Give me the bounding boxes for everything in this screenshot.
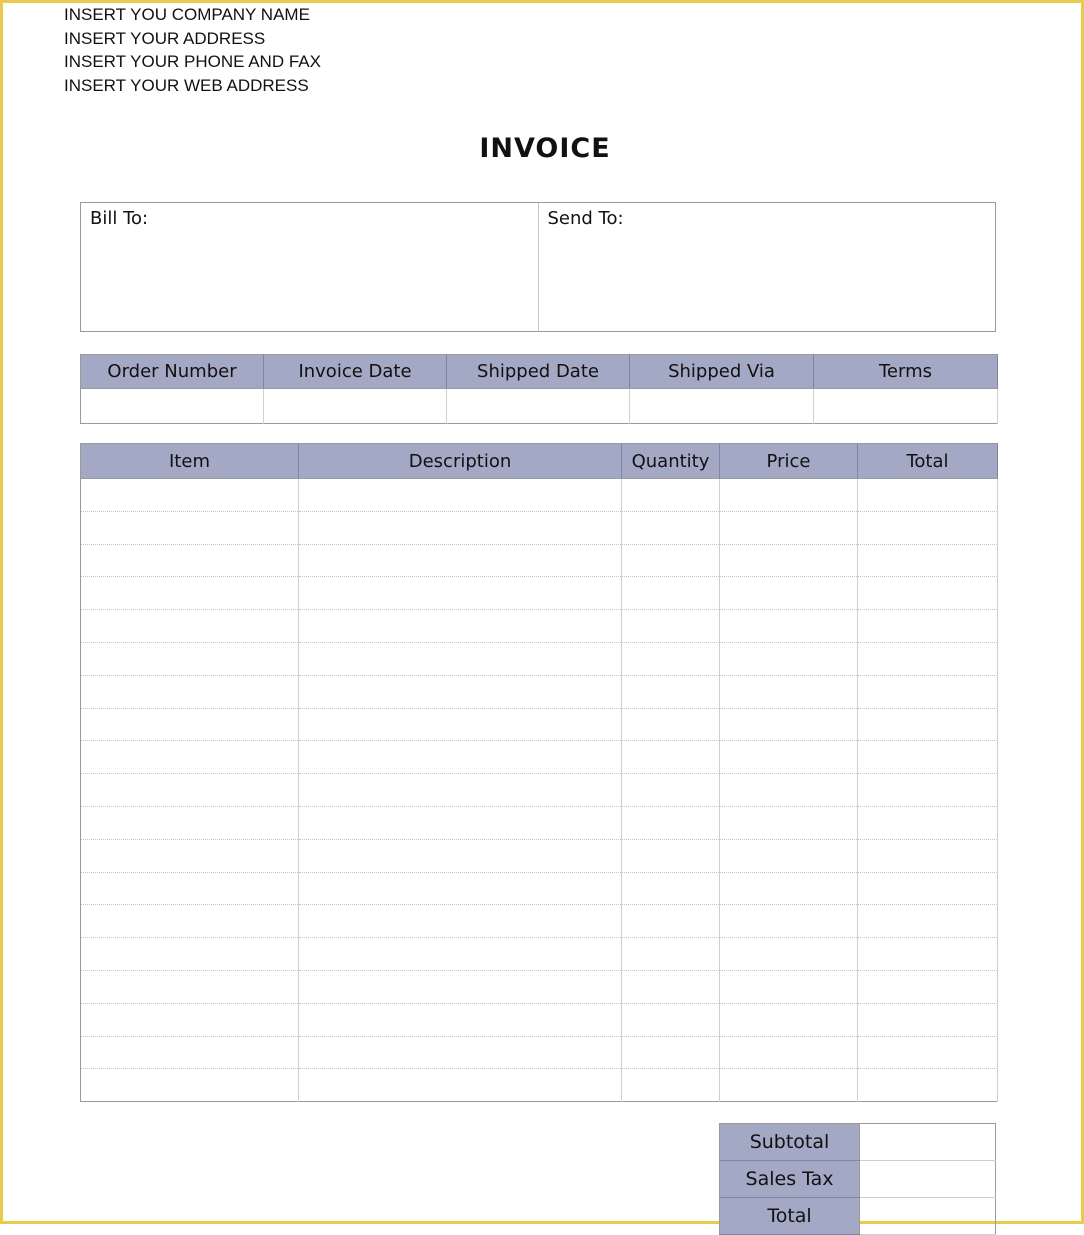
total-cell[interactable]	[858, 1003, 998, 1036]
company-name: INSERT YOU COMPANY NAME	[64, 5, 310, 24]
company-web-address: INSERT YOUR WEB ADDRESS	[64, 75, 309, 95]
item-row	[81, 938, 998, 971]
item-cell[interactable]	[81, 610, 299, 643]
invoice-date-header: Invoice Date	[264, 355, 447, 389]
item-cell[interactable]	[81, 1036, 299, 1069]
order-value-row	[81, 389, 998, 424]
total-cell[interactable]	[858, 675, 998, 708]
item-row	[81, 970, 998, 1003]
item-row	[81, 511, 998, 544]
price-cell[interactable]	[720, 1036, 858, 1069]
item-header: Item	[81, 444, 299, 479]
item-row	[81, 642, 998, 675]
total-cell[interactable]	[858, 511, 998, 544]
description-cell[interactable]	[299, 872, 622, 905]
sales-tax-cell[interactable]	[860, 1161, 996, 1198]
send-to-field[interactable]	[538, 203, 996, 331]
description-cell[interactable]	[299, 479, 622, 512]
description-cell[interactable]	[299, 774, 622, 807]
price-cell[interactable]	[720, 806, 858, 839]
item-row	[81, 806, 998, 839]
quantity-cell[interactable]	[622, 708, 720, 741]
item-row	[81, 1003, 998, 1036]
item-cell[interactable]	[81, 806, 299, 839]
item-cell[interactable]	[81, 675, 299, 708]
total-cell[interactable]	[858, 970, 998, 1003]
description-cell[interactable]	[299, 577, 622, 610]
terms-cell[interactable]	[814, 389, 998, 424]
quantity-cell[interactable]	[622, 675, 720, 708]
order-header-row	[81, 355, 998, 389]
item-row	[81, 741, 998, 774]
bill-to-field[interactable]	[81, 203, 538, 331]
total-cell[interactable]	[858, 479, 998, 512]
total-cell[interactable]	[858, 610, 998, 643]
item-row	[81, 544, 998, 577]
company-phone-fax: INSERT YOUR PHONE AND FAX	[64, 52, 321, 71]
order-info-table	[80, 354, 998, 424]
item-row	[81, 1069, 998, 1102]
item-cell[interactable]	[81, 741, 299, 774]
price-header: Price	[720, 444, 858, 479]
description-cell[interactable]	[299, 1036, 622, 1069]
quantity-cell[interactable]	[622, 741, 720, 774]
sales-tax-row	[720, 1161, 996, 1198]
total-cell[interactable]	[858, 1036, 998, 1069]
price-cell[interactable]	[720, 544, 858, 577]
company-address: INSERT YOUR ADDRESS	[64, 28, 266, 48]
item-cell[interactable]	[81, 511, 299, 544]
quantity-cell[interactable]	[622, 938, 720, 971]
total-cell[interactable]	[858, 544, 998, 577]
quantity-cell[interactable]	[622, 905, 720, 938]
item-row	[81, 479, 998, 512]
description-cell[interactable]	[299, 610, 622, 643]
description-cell[interactable]	[299, 511, 622, 544]
quantity-header: Quantity	[622, 444, 720, 479]
quantity-cell[interactable]	[622, 1003, 720, 1036]
quantity-cell[interactable]	[622, 970, 720, 1003]
price-cell[interactable]	[720, 774, 858, 807]
quantity-cell[interactable]	[622, 544, 720, 577]
subtotal-row	[720, 1124, 996, 1161]
quantity-cell[interactable]	[622, 610, 720, 643]
description-cell[interactable]	[299, 642, 622, 675]
total-cell[interactable]	[858, 774, 998, 807]
description-cell[interactable]	[299, 1003, 622, 1036]
description-cell[interactable]	[299, 839, 622, 872]
price-cell[interactable]	[720, 839, 858, 872]
price-cell[interactable]	[720, 938, 858, 971]
price-cell[interactable]	[720, 675, 858, 708]
quantity-cell[interactable]	[622, 642, 720, 675]
quantity-cell[interactable]	[622, 479, 720, 512]
line-items-table	[80, 443, 998, 1102]
total-cell[interactable]	[860, 1198, 996, 1235]
price-cell[interactable]	[720, 708, 858, 741]
price-cell[interactable]	[720, 741, 858, 774]
item-cell[interactable]	[81, 708, 299, 741]
order-number-header: Order Number	[81, 355, 264, 389]
total-row	[720, 1198, 996, 1235]
item-cell[interactable]	[81, 544, 299, 577]
price-cell[interactable]	[720, 905, 858, 938]
price-cell[interactable]	[720, 610, 858, 643]
quantity-cell[interactable]	[622, 806, 720, 839]
description-cell[interactable]	[299, 905, 622, 938]
subtotal-label: Subtotal	[720, 1124, 860, 1161]
invoice-date-cell[interactable]	[264, 389, 447, 424]
price-cell[interactable]	[720, 970, 858, 1003]
price-cell[interactable]	[720, 479, 858, 512]
price-cell[interactable]	[720, 577, 858, 610]
item-row	[81, 610, 998, 643]
item-cell[interactable]	[81, 905, 299, 938]
quantity-cell[interactable]	[622, 1069, 720, 1102]
total-cell[interactable]	[858, 905, 998, 938]
shipped-via-cell[interactable]	[630, 389, 814, 424]
price-cell[interactable]	[720, 1003, 858, 1036]
shipped-date-cell[interactable]	[447, 389, 630, 424]
item-cell[interactable]	[81, 577, 299, 610]
total-cell[interactable]	[858, 1069, 998, 1102]
company-info	[64, 3, 321, 97]
item-cell[interactable]	[81, 774, 299, 807]
totals-table	[719, 1123, 996, 1235]
terms-header: Terms	[814, 355, 998, 389]
total-cell[interactable]	[858, 741, 998, 774]
bill-to-label: Bill To:	[90, 208, 149, 229]
invoice-title: INVOICE	[479, 133, 611, 164]
quantity-cell[interactable]	[622, 872, 720, 905]
item-row	[81, 1036, 998, 1069]
description-cell[interactable]	[299, 938, 622, 971]
items-header-row	[81, 444, 998, 479]
item-cell[interactable]	[81, 642, 299, 675]
sales-tax-label: Sales Tax	[720, 1161, 860, 1198]
total-cell[interactable]	[858, 708, 998, 741]
item-cell[interactable]	[81, 1069, 299, 1102]
item-row	[81, 577, 998, 610]
quantity-cell[interactable]	[622, 1036, 720, 1069]
description-cell[interactable]	[299, 806, 622, 839]
quantity-cell[interactable]	[622, 774, 720, 807]
item-row	[81, 675, 998, 708]
description-cell[interactable]	[299, 970, 622, 1003]
total-cell[interactable]	[858, 577, 998, 610]
item-cell[interactable]	[81, 479, 299, 512]
description-cell[interactable]	[299, 741, 622, 774]
item-cell[interactable]	[81, 872, 299, 905]
quantity-cell[interactable]	[622, 577, 720, 610]
item-row	[81, 774, 998, 807]
item-row	[81, 905, 998, 938]
item-row	[81, 708, 998, 741]
total-header: Total	[858, 444, 998, 479]
address-box	[80, 202, 996, 332]
send-to-label: Send To:	[547, 208, 624, 229]
item-cell[interactable]	[81, 1003, 299, 1036]
shipped-via-header: Shipped Via	[630, 355, 814, 389]
subtotal-cell[interactable]	[860, 1124, 996, 1161]
price-cell[interactable]	[720, 1069, 858, 1102]
total-label: Total	[720, 1198, 860, 1235]
total-cell[interactable]	[858, 806, 998, 839]
price-cell[interactable]	[720, 511, 858, 544]
item-row	[81, 872, 998, 905]
description-header: Description	[299, 444, 622, 479]
item-cell[interactable]	[81, 970, 299, 1003]
description-cell[interactable]	[299, 1069, 622, 1102]
total-cell[interactable]	[858, 938, 998, 971]
description-cell[interactable]	[299, 544, 622, 577]
description-cell[interactable]	[299, 675, 622, 708]
total-cell[interactable]	[858, 642, 998, 675]
price-cell[interactable]	[720, 872, 858, 905]
item-cell[interactable]	[81, 938, 299, 971]
item-cell[interactable]	[81, 839, 299, 872]
item-row	[81, 839, 998, 872]
shipped-date-header: Shipped Date	[447, 355, 630, 389]
description-cell[interactable]	[299, 708, 622, 741]
price-cell[interactable]	[720, 642, 858, 675]
quantity-cell[interactable]	[622, 839, 720, 872]
total-cell[interactable]	[858, 872, 998, 905]
total-cell[interactable]	[858, 839, 998, 872]
quantity-cell[interactable]	[622, 511, 720, 544]
order-number-cell[interactable]	[81, 389, 264, 424]
